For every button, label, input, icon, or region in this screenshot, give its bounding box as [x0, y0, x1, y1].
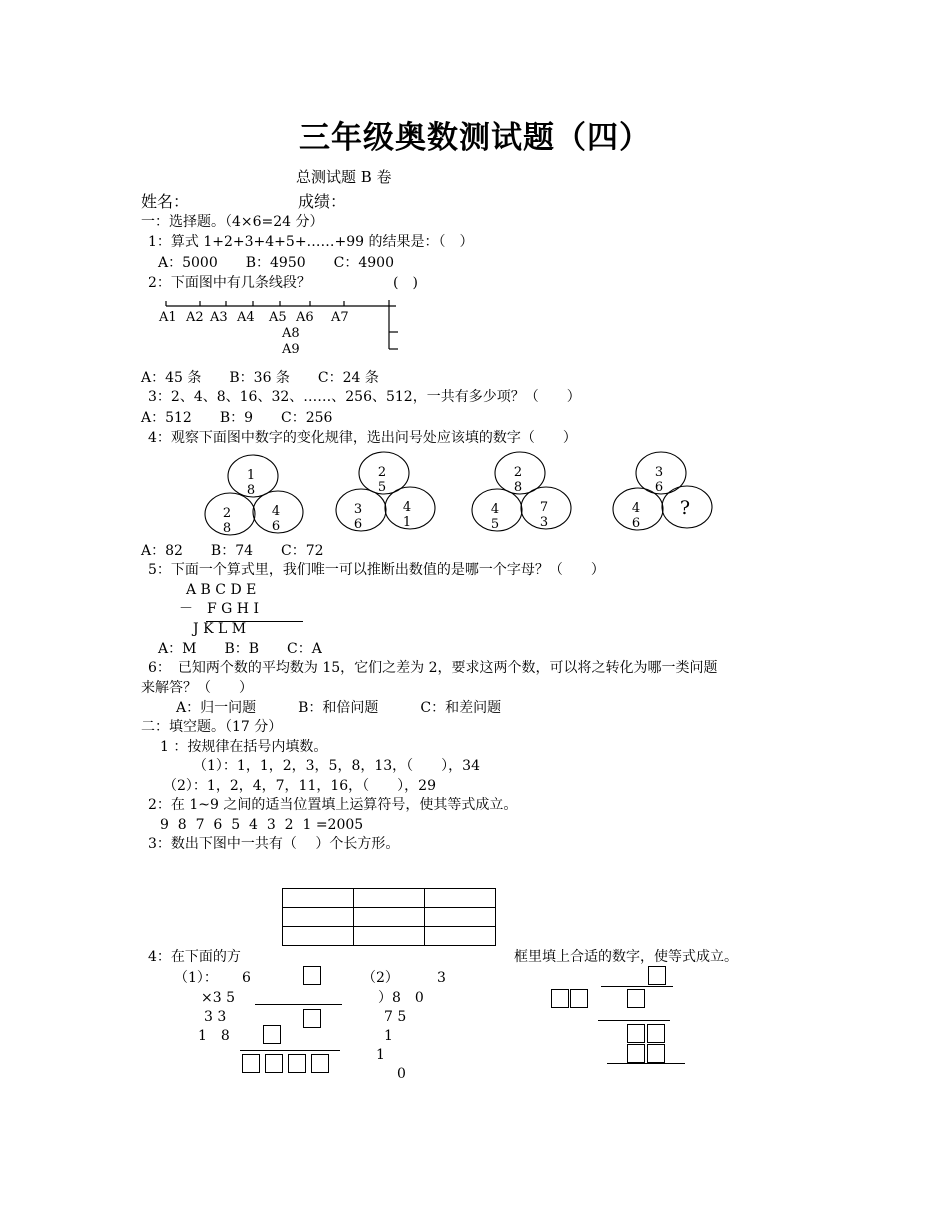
section1-heading: 一：选择题。（4×6=24 分）	[141, 214, 324, 230]
point-label: A4	[237, 310, 255, 325]
p2-top: 3	[437, 970, 446, 986]
circle-digit: 7	[539, 500, 549, 515]
circle-digit: 6	[271, 519, 281, 534]
circle-digit: 3	[539, 515, 549, 530]
point-label: A2	[186, 310, 204, 325]
blank-box[interactable]	[303, 1009, 321, 1028]
p1-row3: 3 3	[204, 1009, 227, 1025]
blank-box[interactable]	[647, 1044, 665, 1063]
blank-box[interactable]	[627, 1044, 645, 1063]
point-label: A8	[282, 326, 300, 341]
blank-box[interactable]	[311, 1054, 329, 1073]
circle-digit: 1	[246, 468, 256, 483]
p1-rule	[240, 1050, 340, 1051]
p3-rule	[598, 1020, 670, 1021]
q3-text: 3：2、4、8、16、32、……、256、512，一共有多少项？（ ）	[148, 389, 581, 405]
point-label: A1	[159, 310, 177, 325]
blank-box[interactable]	[303, 966, 321, 985]
blank-box[interactable]	[265, 1054, 283, 1073]
circle-digit: 4	[631, 501, 641, 516]
p2-r1: 7 5	[384, 1009, 407, 1025]
q2-text: 2：下面图中有几条线段？	[148, 275, 311, 291]
p2-r3: 1	[376, 1047, 385, 1063]
point-label: A6	[296, 310, 314, 325]
q5-line2: － F G H I	[179, 601, 259, 617]
score-label: 成绩：	[298, 192, 347, 211]
circle-digit: 8	[246, 483, 256, 498]
page-title: 三年级奥数测试题（四）	[299, 120, 651, 156]
circle-digit: 4	[402, 500, 412, 515]
rectangle-grid	[282, 888, 496, 946]
subtitle: 总测试题 B 卷	[296, 168, 392, 186]
q1-options: A：5000 B：4950 C：4900	[158, 255, 394, 271]
s2-q4-text-right: 框里填上合适的数字，使等式成立。	[514, 949, 738, 965]
circle-digit: 1	[402, 515, 412, 530]
q6-text: 6： 已知两个数的平均数为 15，它们之差为 2，要求这两个数，可以将之转化为哪一类问题	[148, 660, 718, 676]
circle-digit: 3	[654, 465, 664, 480]
q5-line3: J K L M	[193, 621, 247, 637]
circle-digit: 8	[222, 521, 232, 536]
circle-digit: 2	[513, 465, 523, 480]
blank-box[interactable]	[551, 989, 569, 1008]
s2-q3-text: 3：数出下图中一共有（ ）个长方形。	[148, 836, 400, 852]
point-label: A9	[282, 342, 300, 357]
p1-rule	[255, 1004, 342, 1005]
circle-digit: 6	[353, 517, 363, 532]
q2-paren: ( )	[393, 275, 418, 291]
q2-options: A：45 条 B：36 条 C：24 条	[141, 370, 379, 386]
p2-label: （2）	[362, 970, 399, 986]
q1-text: 1：算式 1+2+3+4+5+……+99 的结果是：（ ）	[148, 234, 474, 250]
p2-r4: 0	[397, 1066, 406, 1082]
circle-digit: 8	[513, 480, 523, 495]
blank-box[interactable]	[627, 989, 645, 1008]
p1-row4: 1 8	[198, 1028, 230, 1044]
blank-box[interactable]	[242, 1054, 260, 1073]
circle-digit: 6	[631, 516, 641, 531]
q5-text: 5：下面一个算式里，我们唯一可以推断出数值的是哪一个字母？（ ）	[148, 562, 605, 578]
p3-rule	[601, 986, 673, 987]
p1-label: （1）：	[174, 970, 218, 986]
circle-digit: 2	[377, 465, 387, 480]
point-label: A3	[210, 310, 228, 325]
s2-q1-b: （2）：1，2，4，7，11，16，（ ），29	[163, 778, 436, 794]
p3-rule	[607, 1063, 685, 1064]
point-label: A5	[269, 310, 287, 325]
s2-q2-expr: 9 8 7 6 5 4 3 2 1 =2005	[160, 817, 364, 833]
q6-text2: 来解答？（ ）	[141, 680, 253, 696]
circle-digit: 3	[353, 502, 363, 517]
circle-digit: 4	[490, 502, 500, 517]
blank-box[interactable]	[647, 1024, 665, 1043]
q6-options: A：归一问题 B：和倍问题 C：和差问题	[176, 700, 502, 716]
q4-options: A：82 B：74 C：72	[141, 543, 324, 559]
question-mark: ?	[679, 497, 691, 519]
circle-digit: 4	[271, 504, 281, 519]
section2-heading: 二：填空题。（17 分）	[141, 719, 283, 735]
blank-box[interactable]	[288, 1054, 306, 1073]
s2-q4-text-left: 4：在下面的方	[148, 949, 241, 965]
p1-mult: ×3 5	[201, 990, 235, 1006]
q4-text: 4：观察下面图中数字的变化规律，选出问号处应该填的数字（ ）	[148, 430, 577, 446]
p2-r2: 1	[384, 1028, 393, 1044]
s2-q1-text: 1 ：按规律在括号内填数。	[160, 739, 328, 755]
q5-line1: A B C D E	[186, 582, 257, 598]
point-label: A7	[331, 310, 349, 325]
blank-box[interactable]	[627, 1024, 645, 1043]
circle-digit: 5	[377, 480, 387, 495]
p1-top: 6	[242, 970, 251, 986]
q5-options: A：M B：B C：A	[158, 641, 322, 657]
q3-options: A：512 B：9 C：256	[141, 410, 333, 426]
s2-q2-text: 2：在 1~9 之间的适当位置填上运算符号，使其等式成立。	[148, 797, 518, 813]
circle-digit: 6	[654, 480, 664, 495]
p2-div: ）8 0	[378, 990, 424, 1006]
blank-box[interactable]	[648, 966, 666, 985]
circle-digit: 2	[222, 506, 232, 521]
circle-digit: 5	[490, 517, 500, 532]
s2-q1-a: （1）：1，1，2，3，5，8，13，（ ），34	[193, 758, 480, 774]
blank-box[interactable]	[263, 1025, 281, 1044]
blank-box[interactable]	[570, 989, 588, 1008]
name-label: 姓名：	[141, 192, 190, 211]
